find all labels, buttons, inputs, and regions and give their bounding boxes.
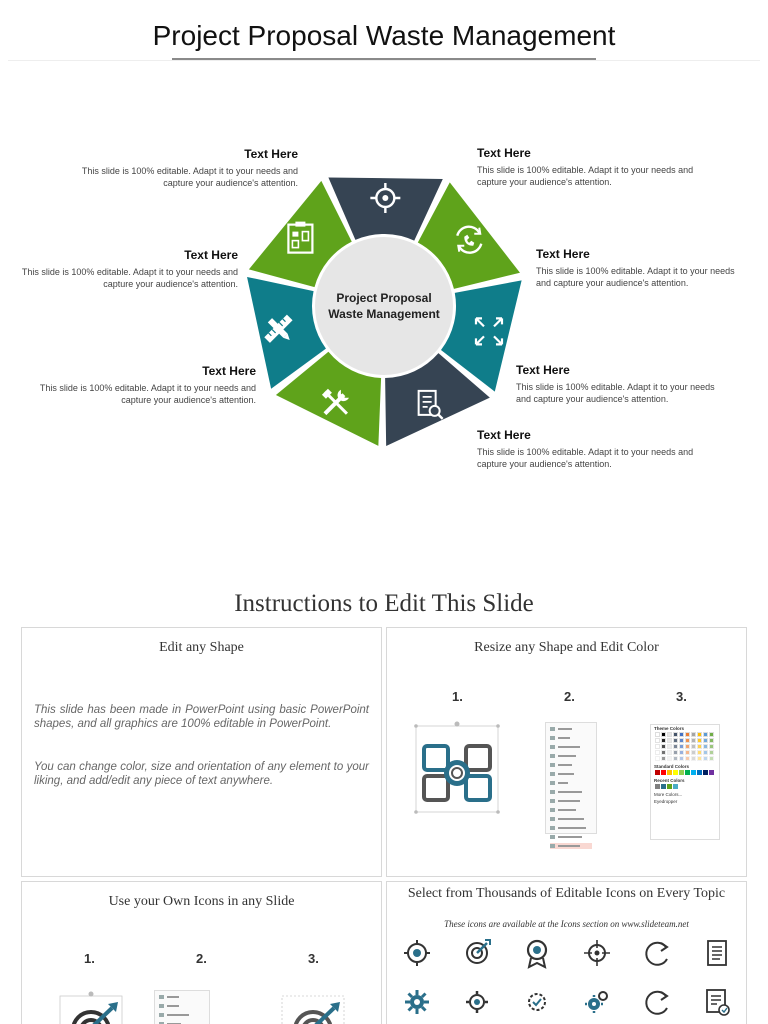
context-menu-preview (154, 990, 210, 1024)
color-swatch (661, 770, 666, 775)
palette-label: More Colors... (654, 792, 683, 797)
color-swatch (673, 744, 678, 749)
color-swatch (667, 756, 672, 761)
callout-heading: Text Here (516, 363, 570, 377)
color-swatch (679, 770, 684, 775)
wheel-center-circle (315, 237, 453, 375)
color-swatch (679, 756, 684, 761)
color-swatch (709, 732, 714, 737)
callout-bottom (477, 428, 697, 470)
color-swatch (655, 750, 660, 755)
gear-icon (405, 990, 429, 1014)
color-swatch (691, 744, 696, 749)
callout-heading: Text Here (536, 247, 590, 261)
color-swatch (703, 732, 708, 737)
callout-description: This slide is 100% editable. Adapt it to your needs and capture your audience's attention. (81, 166, 298, 188)
color-swatch (661, 750, 666, 755)
color-swatch (679, 738, 684, 743)
panel-note: These icons are available at the Icons section on www.slideteam.net (444, 919, 689, 929)
callout-description: This slide is 100% editable. Adapt it to your needs and capture your audience's attention. (477, 447, 694, 469)
theme-color-grid (651, 732, 719, 761)
callout-description: This slide is 100% editable. Adapt it to your needs and capture your audience's attention. (21, 267, 238, 289)
step-number: 3. (308, 951, 319, 966)
color-swatch (673, 738, 678, 743)
color-swatch (673, 756, 678, 761)
color-swatch (655, 744, 660, 749)
gear-check-icon (529, 994, 545, 1010)
color-swatch (667, 784, 672, 789)
callout-lower-right (516, 363, 721, 405)
color-swatch (667, 744, 672, 749)
center-label-line2: Waste Management (328, 307, 440, 321)
shape-preview (412, 720, 502, 820)
checklist-icon (708, 941, 726, 965)
color-swatch (655, 756, 660, 761)
color-swatch (655, 784, 660, 789)
color-swatch (703, 750, 708, 755)
color-swatch (691, 770, 696, 775)
color-swatch (691, 738, 696, 743)
color-swatch (655, 738, 660, 743)
color-swatch (685, 744, 690, 749)
color-swatch (691, 750, 696, 755)
color-swatch (709, 738, 714, 743)
panel-title: Select from Thousands of Editable Icons on Every Topic (407, 886, 726, 901)
color-swatch (685, 756, 690, 761)
center-label-line1: Project Proposal (336, 291, 432, 305)
target-award-icon (528, 941, 546, 967)
callout-description: This slide is 100% editable. Adapt it to your needs and capture your audience's attention. (477, 165, 694, 187)
panel-thousands-icons (386, 881, 747, 1024)
step-number: 1. (452, 689, 463, 704)
color-swatch (673, 732, 678, 737)
callout-heading: Text Here (477, 146, 531, 160)
palette-label: Recent Colors (654, 778, 685, 783)
color-swatch (697, 770, 702, 775)
palette-label: Standard Colors (654, 764, 690, 769)
color-swatch (703, 756, 708, 761)
panel-paragraph-2: You can change color, size and orientation of any element to your liking, and add/edit any piece of text anywhere. (34, 761, 369, 787)
callout-middle-right (536, 247, 736, 289)
color-swatch (667, 732, 672, 737)
color-swatch (667, 738, 672, 743)
icon-library-grid (387, 934, 747, 1024)
panel-edit-shape (21, 627, 382, 877)
color-swatch (667, 750, 672, 755)
step-number: 2. (564, 689, 575, 704)
palette-label: Eyedropper (654, 799, 678, 804)
color-swatch (661, 732, 666, 737)
callout-top-right (477, 146, 697, 188)
callout-lower-left (36, 364, 256, 406)
color-swatch (691, 756, 696, 761)
panel-own-icons (21, 881, 382, 1024)
refresh-icon (646, 943, 667, 965)
color-swatch (661, 784, 666, 789)
color-swatch (685, 738, 690, 743)
color-swatch (709, 744, 714, 749)
checklist-settings-icon (707, 990, 729, 1015)
callout-heading: Text Here (184, 248, 238, 262)
color-swatch (673, 770, 678, 775)
instructions-title: Instructions to Edit This Slide (234, 590, 534, 617)
context-menu-preview (545, 722, 597, 834)
color-swatch (679, 750, 684, 755)
color-swatch (679, 732, 684, 737)
panel-title: Resize any Shape and Edit Color (474, 640, 659, 655)
target-arrow-preview (278, 990, 348, 1024)
color-swatch (697, 756, 702, 761)
step-number: 1. (84, 951, 95, 966)
callout-top-left (78, 147, 298, 189)
gear-outline-icon (466, 991, 488, 1013)
callout-description: This slide is 100% editable. Adapt it to your needs and capture your audience's attention. (516, 382, 715, 404)
color-palette-preview (650, 724, 720, 840)
standard-color-grid (651, 770, 719, 775)
color-swatch (697, 738, 702, 743)
callout-heading: Text Here (202, 364, 256, 378)
step-number: 2. (196, 951, 207, 966)
color-swatch (709, 750, 714, 755)
color-swatch (661, 744, 666, 749)
color-swatch (685, 732, 690, 737)
panel-title: Use your Own Icons in any Slide (108, 894, 295, 909)
panel-paragraph-1: This slide has been made in PowerPoint using basic PowerPoint shapes, and all graphics are 100% editable in PowerPoint. (34, 704, 369, 730)
callout-heading: Text Here (244, 147, 298, 161)
color-swatch (709, 770, 714, 775)
color-swatch (703, 738, 708, 743)
palette-label: Theme Colors (654, 726, 685, 731)
target-arrow-icon (467, 940, 490, 963)
color-swatch (703, 744, 708, 749)
callout-heading: Text Here (477, 428, 531, 442)
color-swatch (685, 750, 690, 755)
refresh-icon (646, 992, 667, 1014)
panel-title: Edit any Shape (159, 640, 244, 655)
panel-resize-shape (386, 627, 747, 877)
step-number: 3. (676, 689, 687, 704)
callout-middle-left (18, 248, 238, 290)
color-swatch (691, 732, 696, 737)
color-swatch (655, 732, 660, 737)
color-swatch (697, 744, 702, 749)
slide-title: Project Proposal Waste Management (152, 20, 616, 51)
color-swatch (673, 750, 678, 755)
recent-color-grid (651, 784, 719, 789)
color-swatch (661, 756, 666, 761)
color-swatch (655, 770, 660, 775)
gears-icon (585, 992, 607, 1013)
color-swatch (697, 750, 702, 755)
crosshair-icon (584, 940, 610, 966)
callout-description: This slide is 100% editable. Adapt it to your needs and capture your audience's attention. (536, 266, 735, 288)
target-arrow-preview (56, 990, 126, 1024)
color-swatch (661, 738, 666, 743)
crosshair-gear-icon (404, 940, 430, 966)
color-swatch (703, 770, 708, 775)
color-swatch (697, 732, 702, 737)
callout-description: This slide is 100% editable. Adapt it to your needs and capture your audience's attention. (39, 383, 256, 405)
color-swatch (673, 784, 678, 789)
color-swatch (679, 744, 684, 749)
color-swatch (709, 756, 714, 761)
color-swatch (685, 770, 690, 775)
color-swatch (667, 770, 672, 775)
